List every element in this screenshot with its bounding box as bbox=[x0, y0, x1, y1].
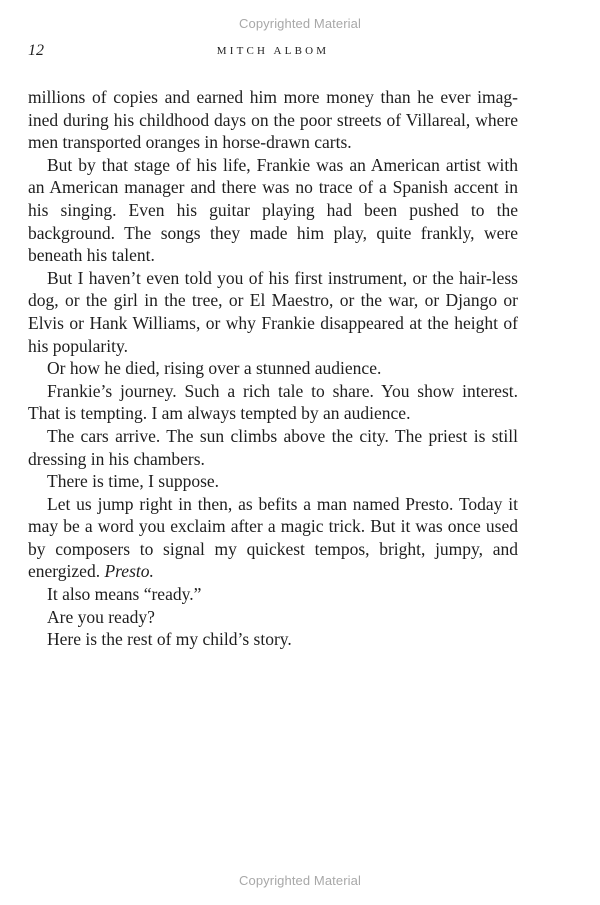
paragraph-continuation: millions of copies and earned him more money than he ever imag-ined during his childhood days on the poor streets of Villareal, where men transported oranges in horse-drawn carts. bbox=[28, 87, 518, 153]
italic-word-presto: Presto. bbox=[104, 561, 154, 582]
page-number: 12 bbox=[28, 42, 44, 59]
running-head bbox=[28, 42, 518, 62]
paragraph: Here is the rest of my child’s story. bbox=[47, 629, 292, 650]
paragraph: But I haven’t even told you of his first instrument, or the hair-less dog, or the girl in the tree, or El Maestro, or the war, or Django or Elvis or Hank Williams, or why Frankie disappeared at the height of his popularity. bbox=[28, 267, 518, 356]
paragraph: Or how he died, rising over a stunned audience. bbox=[47, 358, 382, 379]
running-head-author: MITCH ALBOM bbox=[216, 45, 330, 57]
paragraph: There is time, I suppose. bbox=[47, 471, 220, 492]
paragraph: But by that stage of his life, Frankie was an American artist with an American manager and there was no trace of a Spanish accent in his singing. Even his guitar playing had been pushed to the background. The songs they made him play, quite frankly, were beneath his talent. bbox=[28, 154, 518, 266]
copyright-watermark-bottom: Copyrighted Material bbox=[239, 873, 361, 888]
body-text bbox=[28, 86, 518, 651]
paragraph: It also means “ready.” bbox=[47, 584, 202, 605]
paragraph: Frankie’s journey. Such a rich tale to share. You show interest. That is tempting. I am always tempted by an audience. bbox=[28, 380, 518, 424]
paragraph: Are you ready? bbox=[47, 606, 155, 627]
paragraph-text: Let us jump right in then, as befits a man named Presto. Today it may be a word you exclaim after a magic trick. But it was once used by composers to signal my quickest tempos, bright, jumpy, and energized. bbox=[28, 493, 518, 582]
paragraph-presto bbox=[28, 493, 518, 583]
paragraph: The cars arrive. The sun climbs above the city. The priest is still dressing in his chambers. bbox=[28, 425, 518, 469]
copyright-watermark-top: Copyrighted Material bbox=[239, 16, 361, 31]
